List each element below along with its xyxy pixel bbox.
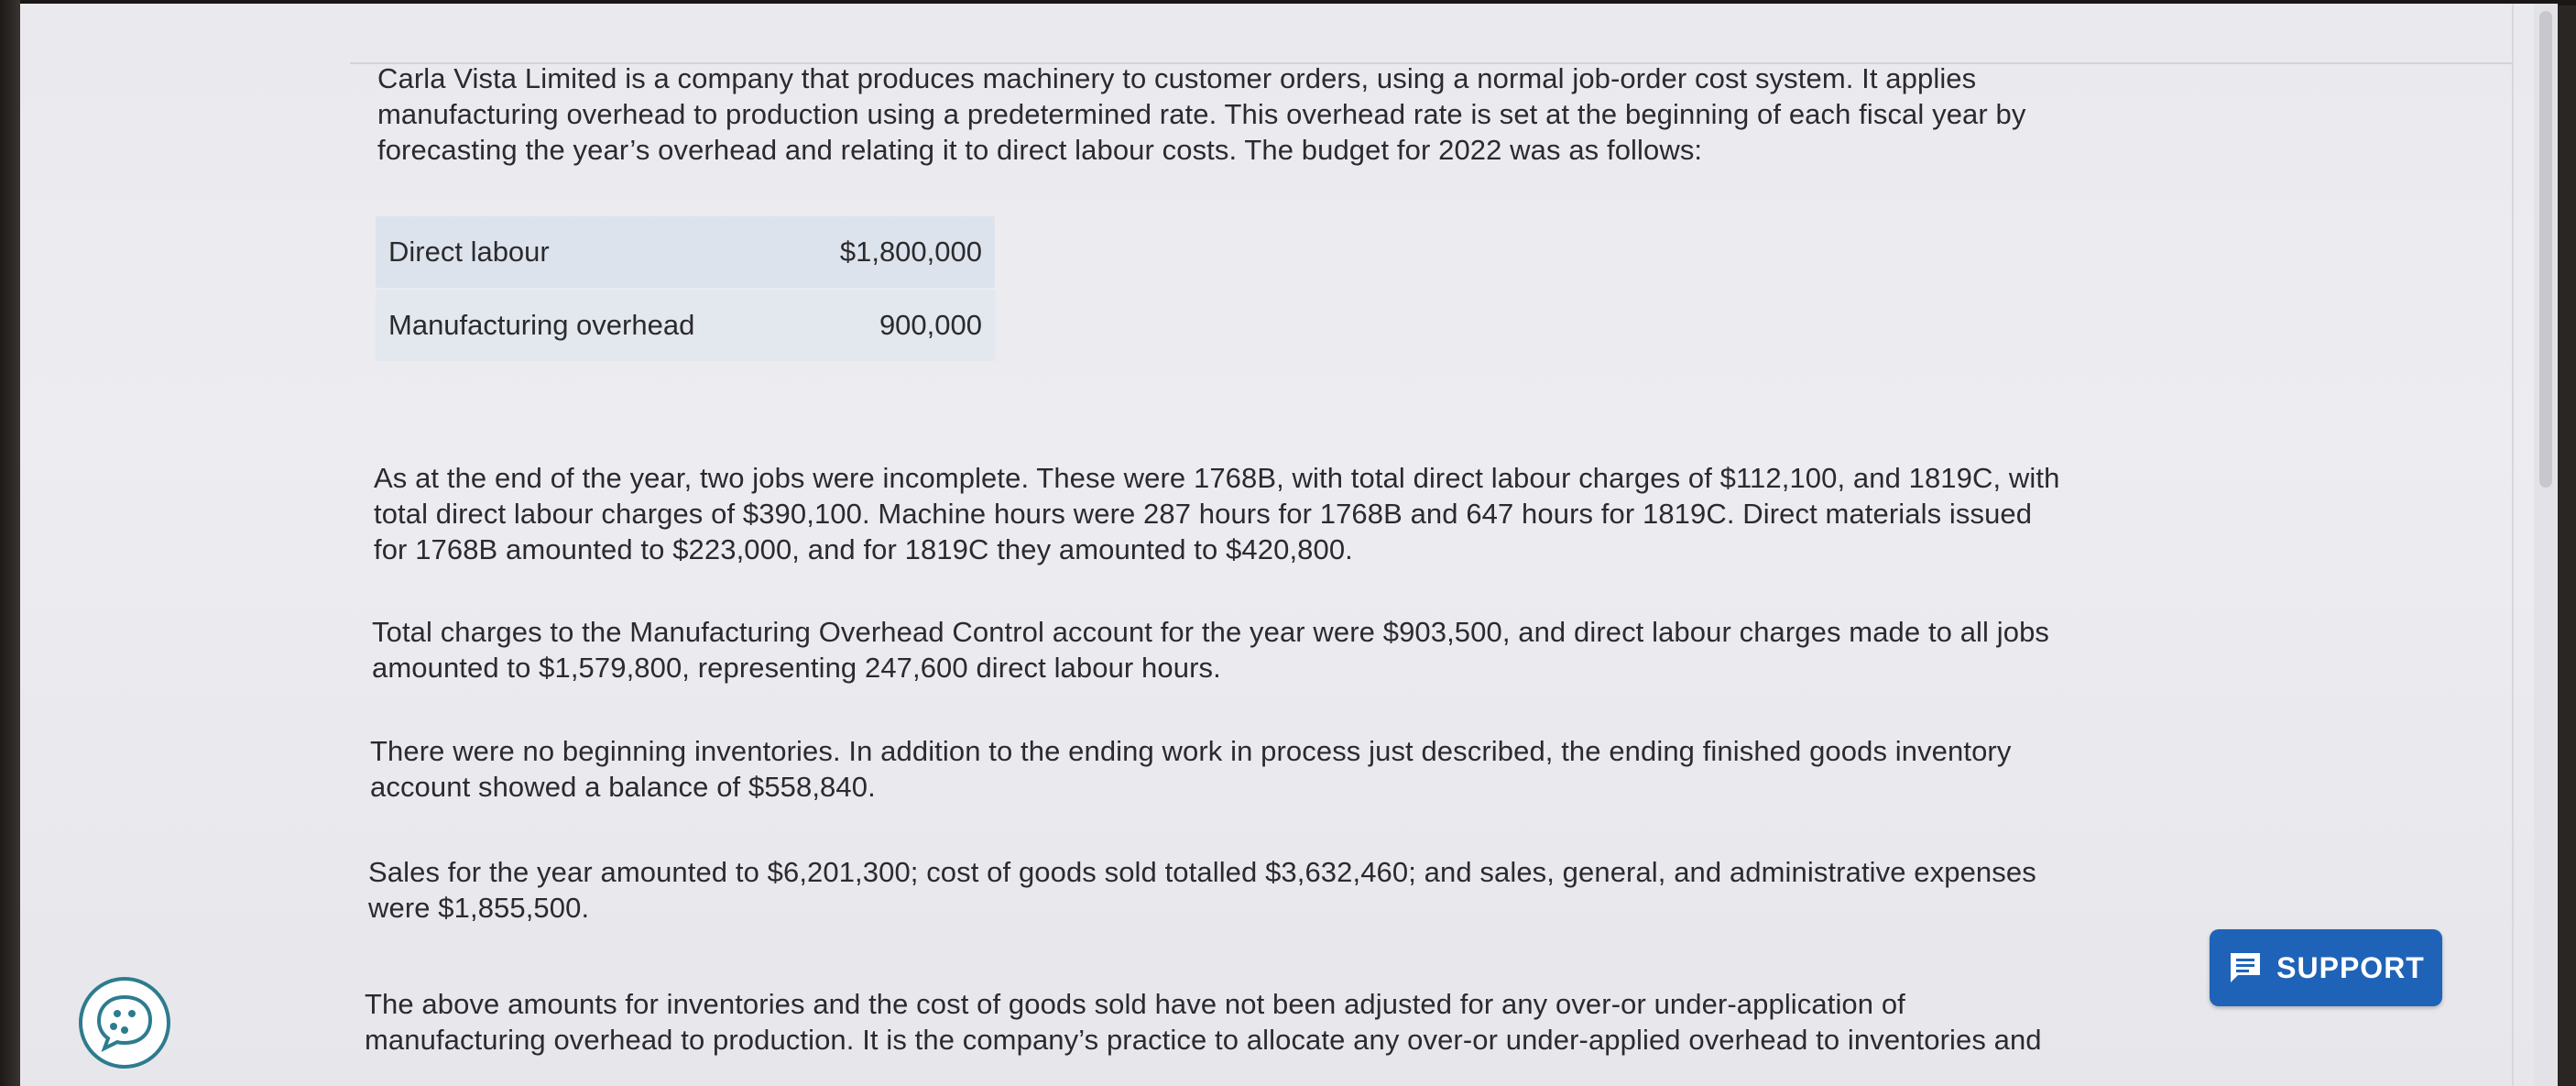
assistant-button[interactable] (79, 977, 170, 1069)
support-button-label: SUPPORT (2276, 950, 2425, 984)
content-right-border (2512, 4, 2514, 1086)
budget-row-label: Manufacturing overhead (376, 289, 787, 361)
budget-row-direct-labour (376, 216, 995, 289)
question-content (20, 4, 2512, 1086)
monitor-bezel-left (0, 0, 20, 1086)
incomplete-jobs-paragraph: As at the end of the year, two jobs were incomplete. These were 1768B, with total direct labour charges of $112,100, and 1819C, with total direct labour charges of $390,100. Machine hours were 287 hours for 1768B and 647 hours for 1819C. Direct materials issued for 1768B amounted to $223,000, and for 1819C they amounted to $420,800. (374, 462, 2060, 565)
scrollbar-thumb[interactable] (2539, 11, 2552, 488)
allocation-paragraph: The above amounts for inventories and the cost of goods sold have not been adjusted for any over-or under-application of manufacturing overhead to production. It is the company’s practice to allocate any over-or under-applied overhead to inventories and (365, 988, 2042, 1056)
chat-bot-icon (92, 990, 158, 1056)
budget-row-amount: $1,800,000 (787, 216, 995, 289)
overhead-charges-paragraph: Total charges to the Manufacturing Overhead Control account for the year were $903,500, and direct labour charges made to all jobs amounted to $1,579,800, representing 247,600 direct labour hours. (372, 616, 2050, 684)
browser-viewport (20, 4, 2558, 1086)
budget-table (376, 216, 995, 361)
budget-row-label: Direct labour (376, 216, 787, 289)
page-scrollbar[interactable] (2534, 4, 2558, 1086)
budget-row-manufacturing-overhead (376, 289, 995, 361)
inventories-paragraph: There were no beginning inventories. In addition to the ending work in process just described, the ending finished goods inventory account showed a balance of $558,840. (370, 735, 2012, 803)
intro-paragraph: Carla Vista Limited is a company that produces machinery to customer orders, using a normal job-order cost system. It applies manufacturing overhead to production using a predetermined rate. This overhead rate is set at the beginning of each fiscal year by forecasting the year’s overhead and relating it to direct labour costs. The budget for 2022 was as follows: (377, 62, 2026, 166)
sales-paragraph: Sales for the year amounted to $6,201,300; cost of goods sold totalled $3,632,460; and sales, general, and administrative expenses were $1,855,500. (368, 856, 2036, 924)
budget-row-amount: 900,000 (787, 289, 995, 361)
support-button[interactable] (2210, 929, 2442, 1006)
chat-message-icon (2227, 949, 2264, 986)
